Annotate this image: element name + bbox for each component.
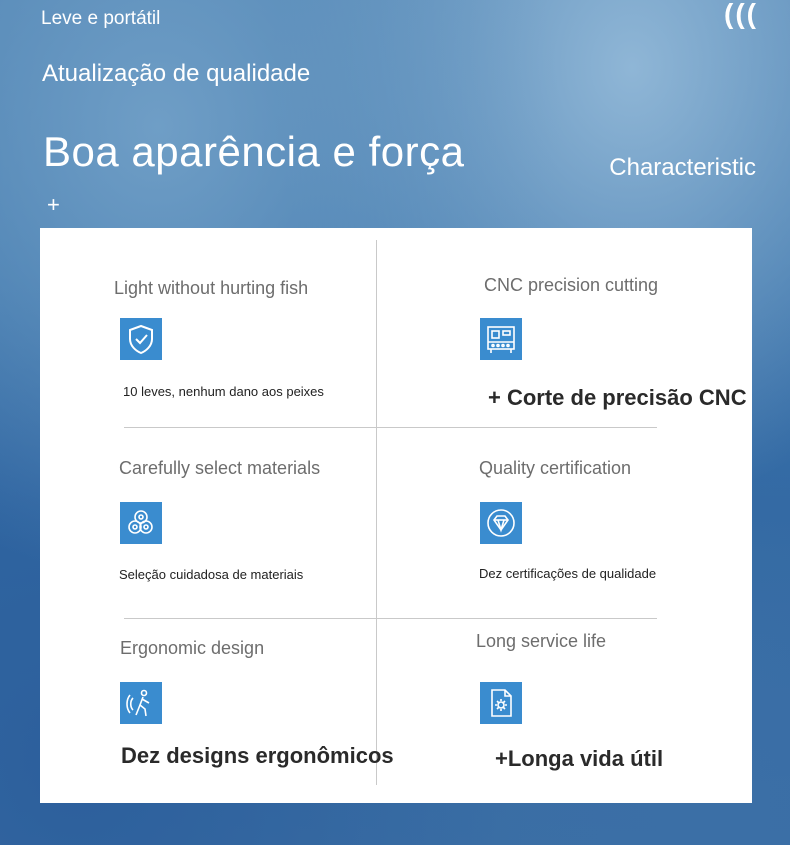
feature-title-light: Light without hurting fish xyxy=(114,278,309,298)
horizontal-divider-2 xyxy=(124,618,657,619)
person-signal-icon xyxy=(120,682,162,724)
headline: Boa aparência e força xyxy=(43,128,465,175)
feature-desc-ergonomic: Dez designs ergonômicos xyxy=(121,743,394,768)
feature-title-cnc: CNC precision cutting xyxy=(484,275,659,295)
feature-desc-service-life: +Longa vida útil xyxy=(495,746,664,771)
upgrade-label: Atualização de qualidade xyxy=(42,60,311,87)
feature-title-quality: Quality certification xyxy=(479,458,632,478)
quote-mark: ((( xyxy=(724,0,758,29)
shield-check-icon xyxy=(120,318,162,360)
top-label: Leve e portátil xyxy=(41,8,161,29)
feature-title-service-life: Long service life xyxy=(476,631,607,651)
diamond-icon xyxy=(480,502,522,544)
vertical-divider xyxy=(376,240,377,785)
feature-title-ergonomic: Ergonomic design xyxy=(120,638,265,658)
features-panel xyxy=(40,228,752,803)
feature-desc-quality: Dez certificações de qualidade xyxy=(479,566,657,581)
plus-mark: + xyxy=(47,192,60,217)
feature-desc-materials: Seleção cuidadosa de materiais xyxy=(119,567,304,582)
characteristic-label: Characteristic xyxy=(609,154,756,181)
feature-desc-light: 10 leves, nenhum dano aos peixes xyxy=(123,384,324,399)
horizontal-divider-1 xyxy=(124,427,657,428)
feature-desc-cnc: + Corte de precisão CNC xyxy=(488,385,747,410)
cnc-machine-icon xyxy=(480,318,522,360)
file-gear-icon xyxy=(480,682,522,724)
feature-title-materials: Carefully select materials xyxy=(119,458,321,478)
materials-icon xyxy=(120,502,162,544)
